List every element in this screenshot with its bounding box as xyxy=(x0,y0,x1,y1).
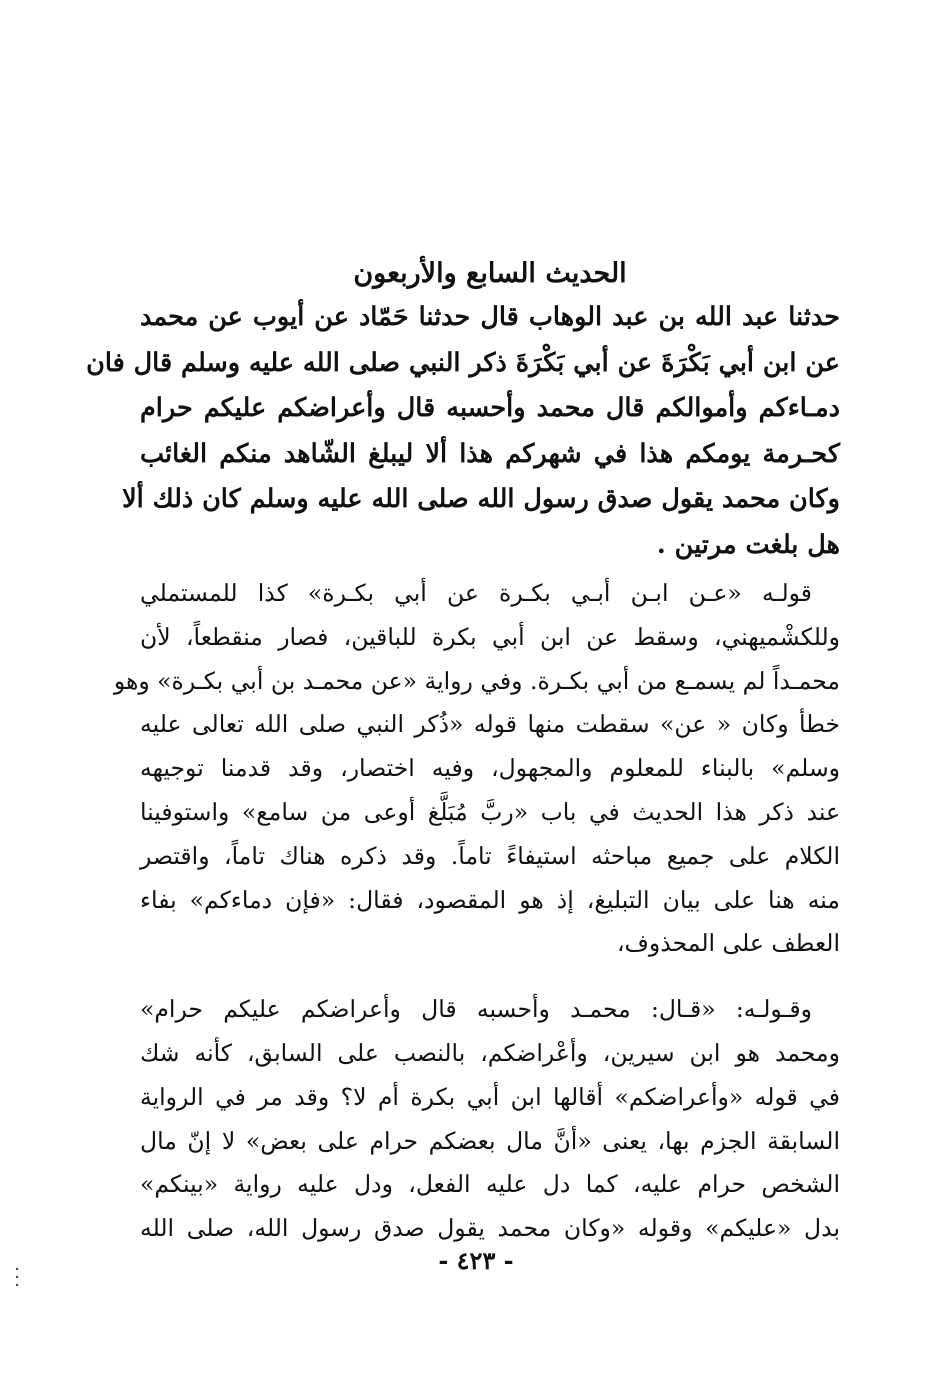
scan-speck xyxy=(16,1284,18,1286)
hadith-title: الحديث السابع والأربعون xyxy=(353,258,627,289)
commentary-paragraph-1 xyxy=(113,572,840,966)
commentary-line: عند ذكر هذا الحديث في باب «ربَّ مُبَلَّغ أوعى من سامع» واستوفينا xyxy=(140,797,840,826)
commentary-line: ومحمد هو ابن سيرين، وأعْراضكم، بالنصب على السابق، كأنه شك xyxy=(140,1038,840,1067)
scan-speck xyxy=(16,1276,18,1278)
commentary-line: خطأ وكان « عن» سقطت منها قوله «ذُكر النبي صلى الله تعالى عليه xyxy=(140,710,840,739)
commentary-paragraph-2 xyxy=(140,988,840,1251)
hadith-line: وكان محمد يقول صدق رسول الله صلى الله عليه وسلم كان ذلك ألا xyxy=(122,484,840,514)
hadith-line: حدثنا عبد الله بن عبد الوهاب قال حدثنا حَمّاد عن أيوب عن محمد xyxy=(140,302,840,332)
hadith-line: هل بلغت مرتين . xyxy=(656,529,840,560)
hadith-text xyxy=(86,295,840,568)
commentary-line: الشخص حرام عليه، كما دل عليه الفعل، ودل عليه رواية «بينكم» xyxy=(140,1170,840,1199)
commentary-line: في قوله «وأعراضكم» أقالها ابن أبي بكرة أم لا؟ وقد مر في الرواية xyxy=(140,1082,840,1111)
hadith-line: دمـاءكم وأموالكم قال محمد وأحسبه قال وأعراضكم عليكم حرام xyxy=(140,393,840,423)
commentary-line: الكلام على جميع مباحثه استيفاءً تاماً. وقد ذكره هناك تاماً، واقتصر xyxy=(140,841,840,870)
commentary-line: بدل «عليكم» وقوله «وكان محمد يقول صدق رسول الله، صلى الله xyxy=(140,1214,840,1243)
paragraph-gap xyxy=(140,966,840,984)
page-number: - ٤٢٣ - xyxy=(438,1246,514,1275)
commentary-line: وسلم» بالبناء للمعلوم والمجهول، وفيه اختصار، وقد قدمنا توجيهه xyxy=(140,754,840,783)
commentary-line: منه هنا على بيان التبليغ، إذ هو المقصود، فقال: «فإن دماءكم» بفاء xyxy=(140,885,840,914)
commentary-line: قولـه «عـن ابـن أبـي بكـرة عن أبي بكـرة» كذا للمستملي xyxy=(140,579,812,607)
commentary-line: محمـداً لم يسمـع من أبي بكـرة. وفي رواية «عن محمـد بن أبي بكـرة» وهو xyxy=(113,666,840,695)
commentary-line: السابقة الجزم بها، يعنى «أنَّ مال بعضكم حرام على بعض» لا إنّ مال xyxy=(140,1126,840,1155)
commentary-line: وللكشْميهني، وسقط عن ابن أبي بكرة للباقين، فصار منقطعاً، لأن xyxy=(140,622,840,651)
page-body xyxy=(86,255,840,1251)
scan-edge-marks xyxy=(14,1268,20,1296)
commentary-line: العطف على المحذوف، xyxy=(616,929,840,958)
commentary-line: وقـولـه: «قـال: محمـد وأحسبه قال وأعراضكم عليكم حرام» xyxy=(140,995,812,1024)
hadith-line: عن ابن أبي بَكْرَةَ عن أبي بَكْرَةَ ذكر النبي صلى الله عليه وسلم قال فان xyxy=(86,347,840,378)
hadith-line: كحـرمة يومكم هذا في شهركم هذا ألا ليبلغ الشّاهد منكم الغائب xyxy=(140,438,840,469)
scan-speck xyxy=(16,1268,18,1270)
